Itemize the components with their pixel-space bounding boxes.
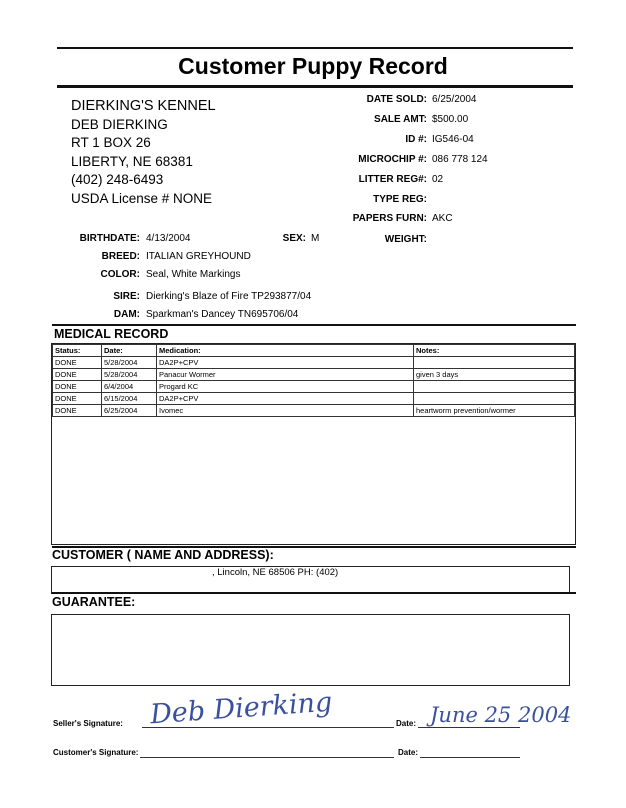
dam-label: DAM: <box>113 309 140 320</box>
medical-rule <box>52 324 576 326</box>
cell-date: 6/4/2004 <box>102 381 157 393</box>
cell-status: DONE <box>53 405 102 417</box>
medical-heading: MEDICAL RECORD <box>54 327 169 341</box>
birthdate-value: 4/13/2004 <box>146 233 191 244</box>
seller-date-handwritten: June 25 2004 <box>430 703 572 727</box>
col-status: Status: <box>53 345 102 357</box>
cell-notes <box>414 357 575 369</box>
cell-notes <box>414 393 575 405</box>
cell-medication: Ivomec <box>157 405 414 417</box>
customer-heading: CUSTOMER ( NAME AND ADDRESS): <box>52 548 274 562</box>
cell-date: 6/15/2004 <box>102 393 157 405</box>
table-row <box>53 357 575 369</box>
type-reg-label: TYPE REG: <box>373 194 427 205</box>
sex-label: SEX: <box>282 233 306 244</box>
cell-notes: given 3 days <box>414 369 575 381</box>
cell-medication: DA2P+CPV <box>157 357 414 369</box>
kennel-city: LIBERTY, NE 68381 <box>71 153 193 169</box>
cell-date: 5/28/2004 <box>102 357 157 369</box>
table-row <box>53 405 575 417</box>
birthdate-label: BIRTHDATE: <box>79 233 140 244</box>
customer-date-label: Date: <box>398 748 419 757</box>
top-rule <box>57 47 573 49</box>
cell-status: DONE <box>53 369 102 381</box>
id-value: IG546-04 <box>432 134 474 145</box>
cell-notes: heartworm prevention/wormer <box>414 405 575 417</box>
cell-date: 5/28/2004 <box>102 369 157 381</box>
breed-label: BREED: <box>101 251 140 262</box>
sex-value: M <box>311 233 320 244</box>
col-medication: Medication: <box>157 345 414 357</box>
papers-value: AKC <box>432 213 453 224</box>
medication-table <box>52 344 575 417</box>
cell-status: DONE <box>53 393 102 405</box>
date-sold-value: 6/25/2004 <box>432 94 477 105</box>
kennel-name: DIERKING'S KENNEL <box>71 98 216 114</box>
medical-record-box <box>51 343 576 545</box>
seller-signature: Deb Dierking <box>149 686 334 731</box>
sale-details <box>287 94 587 254</box>
microchip-label: MICROCHIP #: <box>358 154 427 165</box>
papers-label: PAPERS FURN: <box>352 213 427 224</box>
color-label: COLOR: <box>100 269 140 280</box>
table-row <box>53 369 575 381</box>
id-label: ID #: <box>405 134 427 145</box>
seller-date-line[interactable] <box>418 727 520 728</box>
seller-date-label: Date: <box>396 719 417 728</box>
microchip-value: 086 778 124 <box>432 154 488 165</box>
sale-amt-value: $500.00 <box>432 114 469 125</box>
sale-amt-label: SALE AMT: <box>374 114 427 125</box>
col-notes: Notes: <box>414 345 575 357</box>
cell-medication: Panacur Wormer <box>157 369 414 381</box>
cell-date: 6/25/2004 <box>102 405 157 417</box>
customer-signature-label: Customer's Signature: <box>53 748 139 757</box>
puppy-details <box>0 233 420 323</box>
seller-signature-label: Seller's Signature: <box>53 719 123 728</box>
table-row <box>53 393 575 405</box>
medication-header-row <box>53 345 575 357</box>
color-value: Seal, White Markings <box>146 269 241 280</box>
customer-address-box <box>51 566 570 594</box>
sire-label: SIRE: <box>113 291 140 302</box>
guarantee-rule <box>52 592 576 594</box>
date-sold-label: DATE SOLD: <box>366 94 427 105</box>
cell-status: DONE <box>53 357 102 369</box>
dam-value: Sparkman's Dancey TN695706/04 <box>146 309 299 320</box>
breed-value: ITALIAN GREYHOUND <box>146 251 251 262</box>
weight-label: WEIGHT: <box>384 234 427 245</box>
litter-label: LITTER REG#: <box>358 174 427 185</box>
kennel-phone: (402) 248-6493 <box>71 172 164 187</box>
page-title: Customer Puppy Record <box>178 53 448 79</box>
title-rule <box>57 85 573 88</box>
cell-notes <box>414 381 575 393</box>
customer-address: , Lincoln, NE 68506 PH: (402) <box>212 567 339 578</box>
guarantee-box <box>51 614 570 686</box>
kennel-address: RT 1 BOX 26 <box>71 135 151 150</box>
kennel-owner: DEB DIERKING <box>71 116 168 132</box>
col-date: Date: <box>102 345 157 357</box>
kennel-info <box>71 97 216 208</box>
customer-date-line[interactable] <box>420 757 520 758</box>
sire-value: Dierking's Blaze of Fire TP293877/04 <box>146 291 312 302</box>
kennel-license: USDA License # NONE <box>71 190 213 206</box>
cell-medication: Progard KC <box>157 381 414 393</box>
table-row <box>53 381 575 393</box>
guarantee-heading: GUARANTEE: <box>52 595 136 609</box>
cell-medication: DA2P+CPV <box>157 393 414 405</box>
customer-signature-line[interactable] <box>140 757 394 758</box>
cell-status: DONE <box>53 381 102 393</box>
litter-value: 02 <box>432 174 444 185</box>
